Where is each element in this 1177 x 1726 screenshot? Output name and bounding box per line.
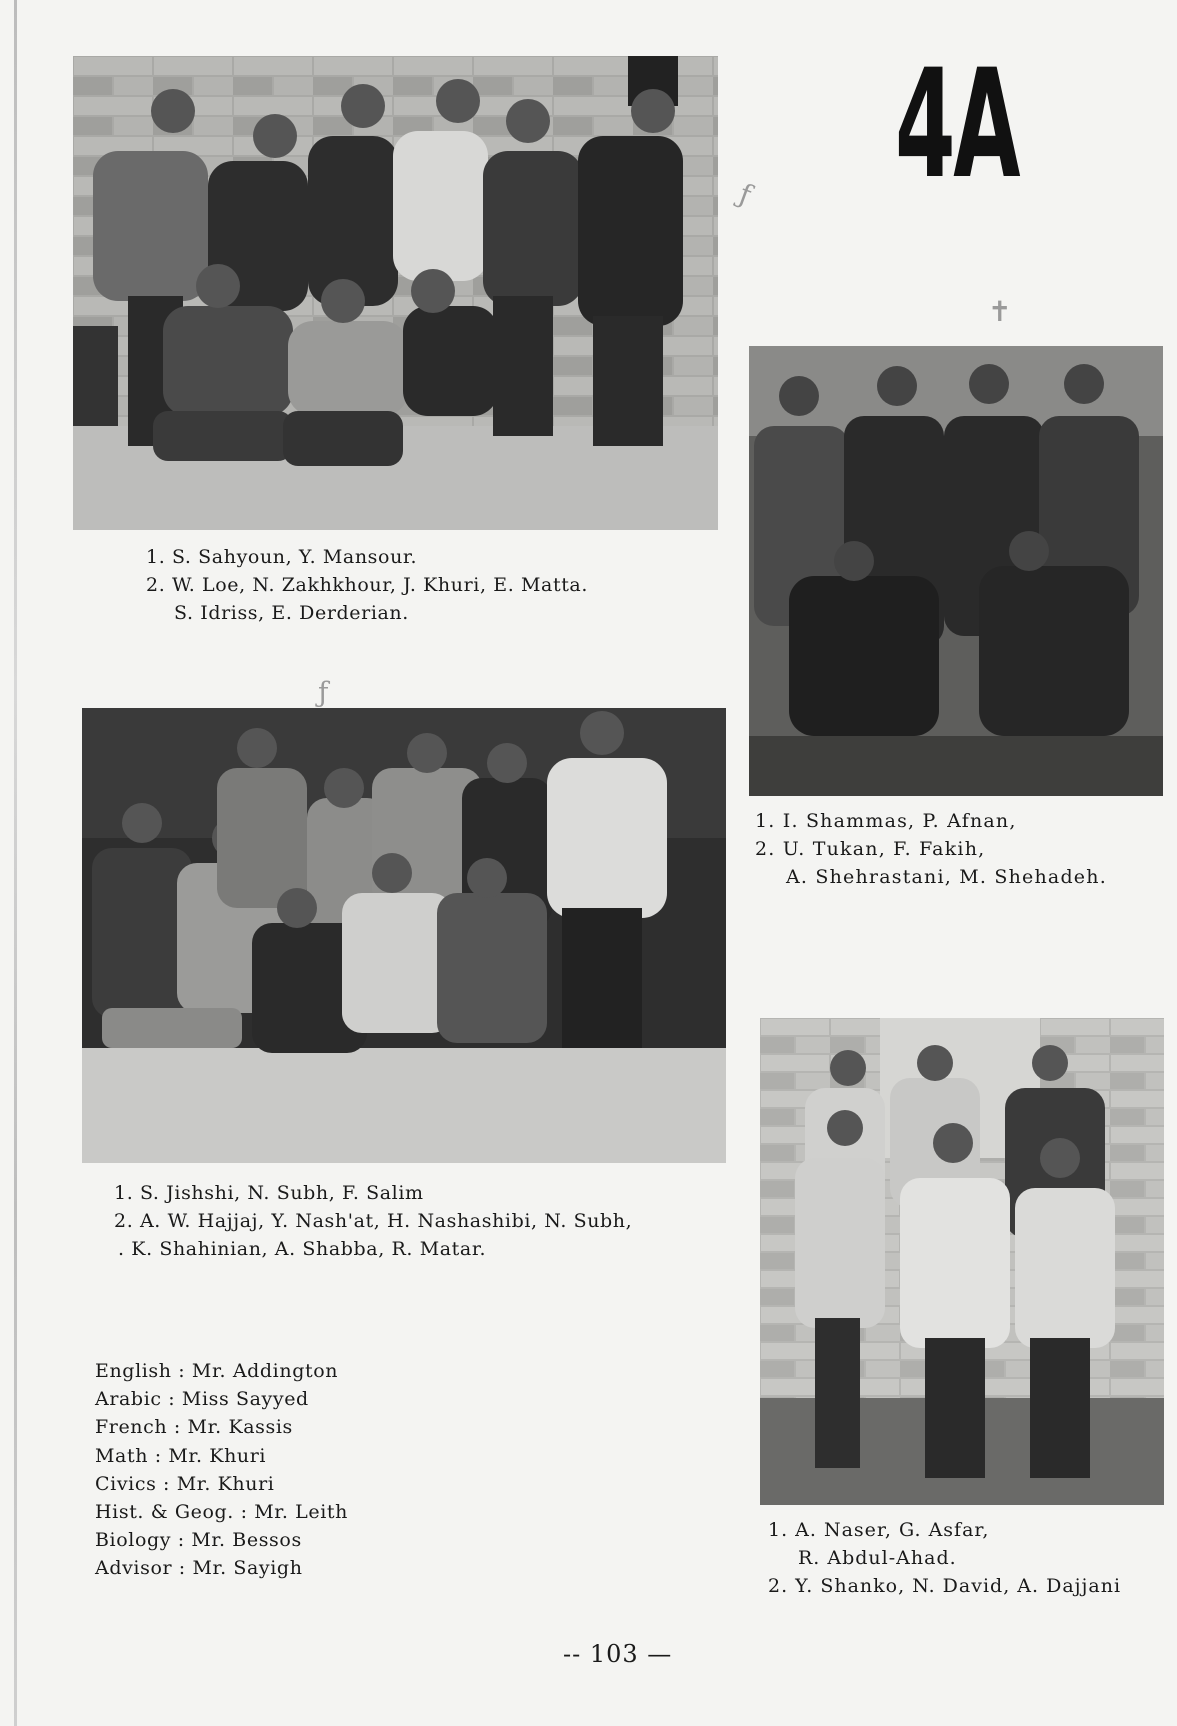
caption-right-upper-line-3: A. Shehrastani, M. Shehadeh. bbox=[786, 866, 1107, 888]
teacher-row: Civics : Mr. Khuri bbox=[95, 1472, 275, 1495]
teacher-row: French : Mr. Kassis bbox=[95, 1416, 293, 1439]
caption-middle-left-line-1: 1. S. Jishshi, N. Subh, F. Salim bbox=[114, 1182, 424, 1204]
teacher-row: Hist. & Geog. : Mr. Leith bbox=[95, 1501, 348, 1524]
caption-right-lower bbox=[768, 1516, 1121, 1600]
teacher-name: Mr. Leith bbox=[254, 1501, 348, 1524]
pencil-mark: ƒ bbox=[734, 177, 756, 212]
caption-middle-left-line-3: . K. Shahinian, A. Shabba, R. Matar. bbox=[118, 1238, 487, 1260]
caption-top-left-line-1: 1. S. Sahyoun, Y. Mansour. bbox=[146, 546, 418, 568]
caption-right-upper bbox=[755, 807, 1107, 891]
caption-right-upper-line-2: 2. U. Tukan, F. Fakih, bbox=[755, 838, 986, 860]
teacher-name: Mr. Khuri bbox=[168, 1444, 267, 1467]
subject-label: French bbox=[95, 1416, 168, 1439]
caption-middle-left bbox=[114, 1179, 632, 1263]
teacher-row: English : Mr. Addington bbox=[95, 1360, 339, 1382]
subject-label: English bbox=[95, 1360, 172, 1382]
group-photo-middle-left bbox=[82, 708, 726, 1163]
teacher-name: Mr. Sayigh bbox=[192, 1557, 303, 1580]
pencil-mark: ƒ bbox=[318, 676, 329, 709]
caption-top-left-line-3: S. Idriss, E. Derderian. bbox=[174, 602, 409, 624]
caption-right-lower-line-1: 1. A. Naser, G. Asfar, bbox=[768, 1519, 990, 1541]
group-photo-right-upper bbox=[749, 346, 1163, 796]
group-photo-top-left bbox=[73, 56, 718, 530]
group-photo-right-lower bbox=[760, 1018, 1164, 1505]
caption-top-left bbox=[146, 543, 588, 627]
caption-middle-left-line-2: 2. A. W. Hajjaj, Y. Nash'at, H. Nashashibi, N. Subh, bbox=[114, 1210, 633, 1232]
teacher-row: Biology : Mr. Bessos bbox=[95, 1529, 302, 1552]
teacher-row: Math : Mr. Khuri bbox=[95, 1444, 267, 1467]
teacher-row: Arabic : Miss Sayyed bbox=[95, 1388, 309, 1411]
teachers-list bbox=[95, 1357, 348, 1583]
photo-middle-left-image bbox=[82, 708, 726, 1163]
teacher-name: Mr. Kassis bbox=[187, 1416, 293, 1439]
teacher-name: Mr. Bessos bbox=[191, 1529, 302, 1552]
caption-right-lower-line-2: R. Abdul-Ahad. bbox=[798, 1547, 957, 1569]
teacher-row: Advisor : Mr. Sayigh bbox=[95, 1557, 303, 1580]
subject-label: Arabic bbox=[95, 1388, 162, 1411]
subject-label: Biology bbox=[95, 1529, 172, 1552]
subject-label: Civics bbox=[95, 1472, 157, 1495]
caption-right-upper-line-1: 1. I. Shammas, P. Afnan, bbox=[755, 810, 1017, 832]
page-binding-edge bbox=[14, 0, 17, 1726]
subject-label: Hist. & Geog. bbox=[95, 1501, 234, 1524]
subject-label: Math bbox=[95, 1444, 149, 1467]
class-title: 4A bbox=[895, 38, 1019, 212]
caption-right-lower-line-3: 2. Y. Shanko, N. David, A. Dajjani bbox=[768, 1575, 1122, 1597]
page-number: -- 103 — bbox=[563, 1640, 673, 1668]
caption-top-left-line-2: 2. W. Loe, N. Zakhkhour, J. Khuri, E. Matta. bbox=[146, 574, 588, 596]
teacher-name: Mr. Khuri bbox=[176, 1472, 275, 1495]
photo-right-lower-image bbox=[760, 1018, 1164, 1505]
photo-right-upper-image bbox=[749, 346, 1163, 796]
photo-top-left-image bbox=[73, 56, 718, 530]
teacher-name: Miss Sayyed bbox=[181, 1388, 309, 1411]
subject-label: Advisor bbox=[95, 1557, 173, 1580]
pencil-mark: ✝ bbox=[988, 295, 1012, 328]
teacher-name: Mr. Addington bbox=[191, 1360, 339, 1382]
